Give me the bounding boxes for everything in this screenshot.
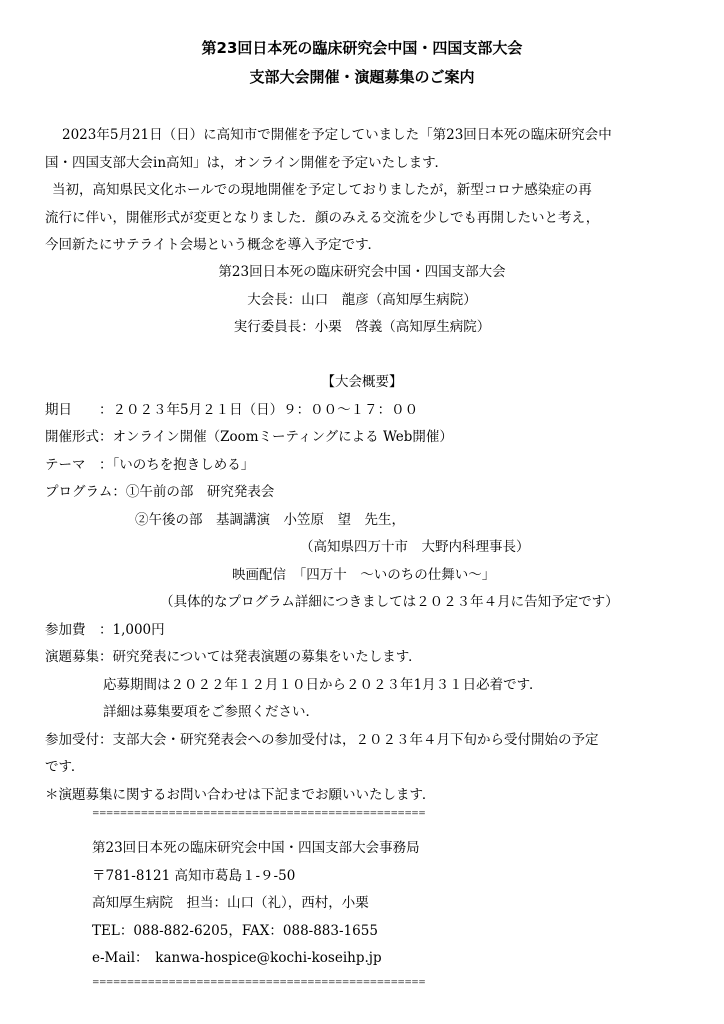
contact-phone-fax: TEL：088-882-6205，FAX：088-883-1655 — [92, 923, 378, 939]
overview-abstract-period: 応募期間は２０２２年１２月１０日から２０２３年1月３１日必着です． — [103, 677, 543, 693]
overview-abstract-call: 演題募集：研究発表については発表演題の募集をいたします． — [45, 649, 422, 665]
overview-theme: テーマ ：「いのちを抱きしめる」 — [45, 457, 255, 473]
overview-program-afternoon: ②午後の部 基調講演 小笠原 望 先生， — [135, 512, 405, 528]
overview-fee: 参加費 ：1,000円 — [45, 622, 165, 638]
overview-format: 開催形式：オンライン開催（Zoomミーティングによる Web開催） — [45, 429, 453, 445]
intro-paragraph-2-line-1: 当初，高知県民文化ホールでの現地開催を予定しておりましたが，新型コロナ感染症の再 — [52, 182, 592, 198]
overview-abstract-details: 詳細は募集要項をご参照ください． — [103, 704, 319, 720]
contact-hospital: 高知厚生病院 担当：山口（礼），西村，小栗 — [92, 895, 369, 911]
intro-paragraph-1-line-1: 2023年5月21日（日）に高知市で開催を予定していました「第23回日本死の臨床研究会中 — [62, 127, 612, 143]
overview-inquiry-note: ＊演題募集に関するお問い合わせは下記までお願いいたします． — [45, 787, 436, 803]
overview-program-morning: プログラム：①午前の部 研究発表会 — [45, 484, 275, 500]
overview-date: 期日 ：２０２３年5月２１日（日）９：００～１７：００ — [45, 402, 419, 418]
organizer-conference-name: 第23回日本死の臨床研究会中国・四国支部大会 — [218, 264, 506, 280]
contact-email[interactable]: e-Mail： kanwa-hospice@kochi-koseihp.jp — [92, 950, 382, 966]
organizer-committee-chair: 実行委員長：小栗 啓義（高知厚生病院） — [233, 319, 491, 335]
document-title: 第23回日本死の臨床研究会中国・四国支部大会 — [201, 39, 523, 57]
overview-registration-line-2: です． — [45, 759, 85, 775]
intro-paragraph-1-line-2: 国・四国支部大会in高知」は，オンライン開催を予定いたします． — [45, 155, 449, 171]
contact-office: 第23回日本死の臨床研究会中国・四国支部大会事務局 — [92, 840, 420, 856]
overview-heading: 【大会概要】 — [321, 374, 403, 390]
overview-program-film: 映画配信 「四万十 ～いのちの仕舞い～」 — [232, 567, 496, 583]
organizer-president: 大会長：山口 龍彦（高知厚生病院） — [247, 292, 477, 308]
contact-address: 〒781-8121 高知市葛島１-９-50 — [92, 868, 296, 884]
overview-registration-line-1: 参加受付：支部大会・研究発表会への参加受付は，２０２３年４月下旬から受付開始の予定 — [45, 732, 599, 748]
contact-rule-top: ================================================ — [92, 809, 426, 819]
overview-program-speaker-affiliation: （高知県四万十市 大野内科理事長） — [300, 539, 530, 555]
contact-rule-bottom: ================================================ — [92, 978, 426, 988]
intro-paragraph-2-line-2: 流行に伴い，開催形式が変更となりました．顔のみえる交流を少しでも再開したいと考え， — [45, 210, 600, 226]
document-subtitle: 支部大会開催・演題募集のご案内 — [249, 68, 475, 86]
intro-paragraph-2-line-3: 今回新たにサテライト会場という概念を導入予定です． — [45, 237, 382, 253]
overview-program-note: （具体的なプログラム詳細につきましては２０２３年４月に告知予定です） — [160, 594, 619, 610]
